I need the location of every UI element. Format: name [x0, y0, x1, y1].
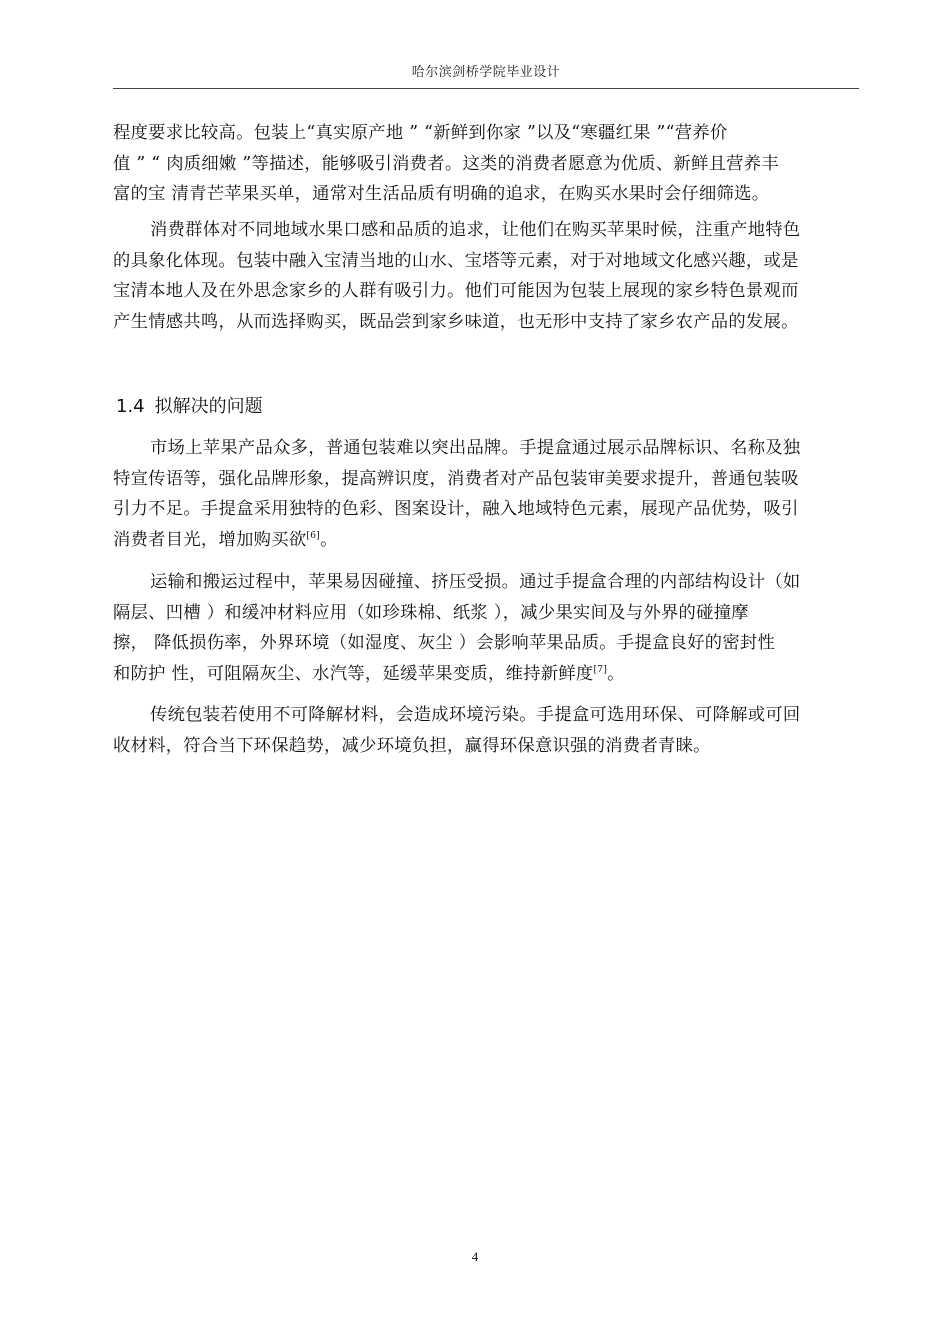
text-line: 引力不足。手提盒采用独特的色彩、图案设计，融入地域特色元素，展现产品优势，吸引	[113, 499, 799, 519]
section-number: 1.4	[116, 396, 145, 417]
section-heading	[116, 393, 263, 421]
text-line: 运输和搬运过程中，苹果易因碰撞、挤压受损。通过手提盒合理的内部结构设计（如	[150, 572, 801, 592]
text-segment: 消费者目光，增加购买欲	[113, 529, 307, 550]
text-line	[113, 525, 859, 556]
page-header: 哈尔滨剑桥学院毕业设计	[411, 65, 561, 80]
text-line: 市场上苹果产品众多，普通包装难以突出品牌。手提盒通过展示品牌标识、名称及独	[150, 438, 801, 458]
text-line: 特宣传语等，强化品牌形象，提高辨识度，消费者对产品包装审美要求提升，普通包装吸	[113, 468, 799, 489]
section-title: 拟解决的问题	[154, 396, 263, 417]
citation-ref: [6]	[306, 530, 321, 541]
text-segment: 。	[607, 663, 625, 684]
text-line: 程度要求比较高。包装上“真实原产地 ” “新鲜到你家 ”以及“寒疆红果 ”“营养价	[113, 123, 728, 143]
page-number: 4	[471, 1249, 479, 1264]
text-line	[113, 659, 859, 690]
text-segment: 。	[320, 529, 338, 550]
paragraph-environment	[113, 700, 859, 761]
text-line: 擦， 降低损伤率，外界环境（如湿度、灰尘 ）会影响苹果品质。手提盒良好的密封性	[113, 633, 776, 653]
text-line: 的具象化体现。包装中融入宝清当地的山水、宝塔等元素，对于对地域文化感兴趣，或是	[113, 250, 799, 271]
citation-ref: [7]	[593, 664, 608, 675]
text-line: 值 ” “ 肉质细嫩 ”等描述，能够吸引消费者。这类的消费者愿意为优质、新鲜且营养丰	[113, 153, 779, 174]
text-segment: 和防护 性，可阻隔灰尘、水汽等，延缓苹果变质，维持新鲜度	[113, 663, 594, 684]
text-line: 消费群体对不同地域水果口感和品质的追求，让他们在购买苹果时候，注重产地特色	[150, 220, 801, 240]
paragraph-regional-identity	[113, 215, 859, 337]
text-line: 传统包装若使用不可降解材料，会造成环境污染。手提盒可选用环保、可降解或可回	[150, 705, 801, 725]
text-line: 宝清本地人及在外思念家乡的人群有吸引力。他们可能因为包装上展现的家乡特色景观而	[113, 281, 799, 301]
header-divider	[113, 88, 859, 89]
paragraph-brand-recognition	[113, 433, 859, 555]
text-line: 富的宝 清青芒苹果买单，通常对生活品质有明确的追求，在购买水果时会仔细筛选。	[113, 184, 770, 204]
paragraph-consumer-quality	[113, 118, 859, 210]
paragraph-protection	[113, 567, 859, 689]
text-line: 收材料，符合当下环保趋势，减少环境负担，赢得环保意识强的消费者青睐。	[113, 735, 711, 756]
text-line: 隔层、凹槽 ）和缓冲材料应用（如珍珠棉、纸浆 ），减少果实间及与外界的碰撞摩	[113, 602, 749, 623]
text-line: 产生情感共鸣，从而选择购买，既品尝到家乡味道，也无形中支持了家乡农产品的发展。	[113, 311, 799, 332]
